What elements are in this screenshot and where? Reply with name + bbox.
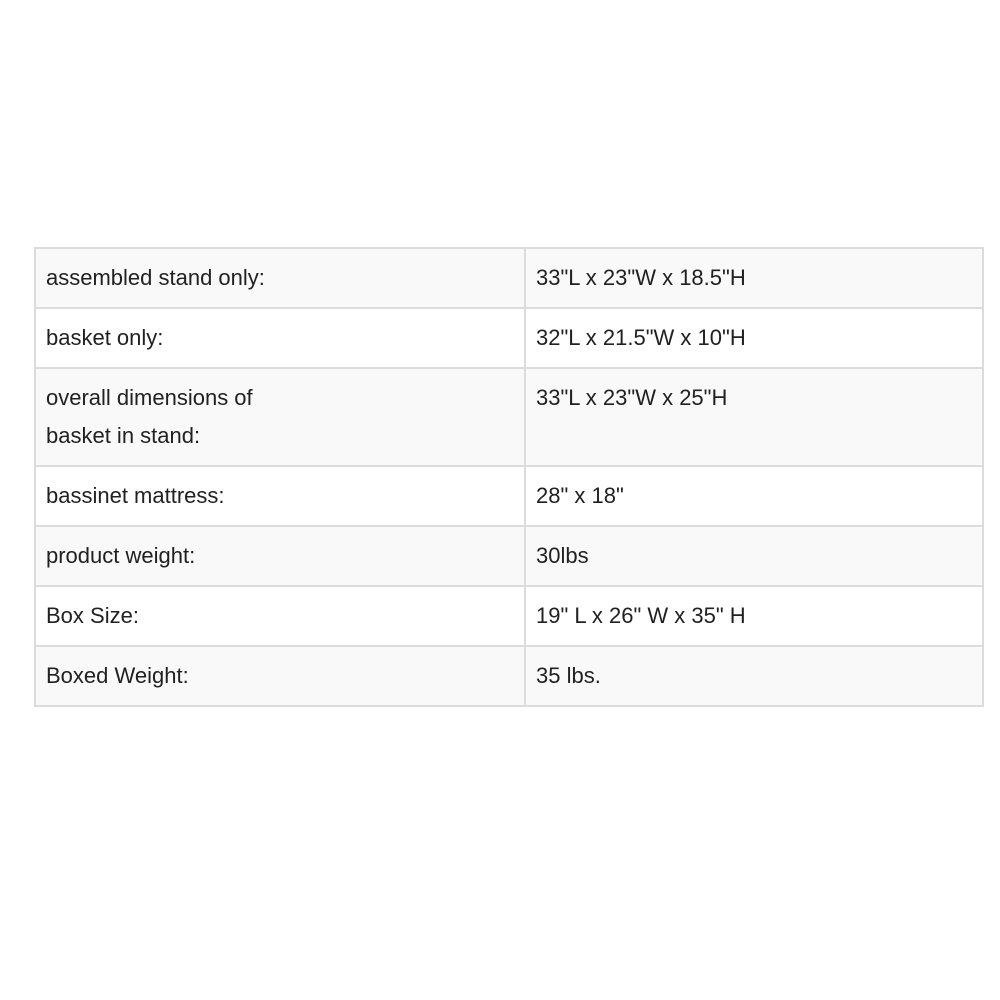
table-row bbox=[35, 526, 983, 586]
table-row bbox=[35, 586, 983, 646]
table-row bbox=[35, 248, 983, 308]
spec-label: overall dimensions of basket in stand: bbox=[46, 385, 253, 448]
spec-label: bassinet mattress: bbox=[35, 466, 525, 526]
spec-value: 28" x 18" bbox=[525, 466, 983, 526]
spec-value: 33"L x 23"W x 25"H bbox=[525, 368, 983, 466]
spec-value: 35 lbs. bbox=[525, 646, 983, 706]
spec-label: basket only: bbox=[35, 308, 525, 368]
spec-label: Box Size: bbox=[35, 586, 525, 646]
spec-value: 19" L x 26" W x 35" H bbox=[525, 586, 983, 646]
spec-value: 33"L x 23"W x 18.5"H bbox=[525, 248, 983, 308]
spec-label-cell bbox=[35, 368, 525, 466]
spec-value: 30lbs bbox=[525, 526, 983, 586]
table-row bbox=[35, 308, 983, 368]
table-row bbox=[35, 466, 983, 526]
table-row bbox=[35, 646, 983, 706]
specifications-table bbox=[34, 247, 984, 707]
spec-label: product weight: bbox=[35, 526, 525, 586]
spec-value: 32"L x 21.5"W x 10"H bbox=[525, 308, 983, 368]
spec-label: assembled stand only: bbox=[35, 248, 525, 308]
table-row bbox=[35, 368, 983, 466]
spec-label: Boxed Weight: bbox=[35, 646, 525, 706]
